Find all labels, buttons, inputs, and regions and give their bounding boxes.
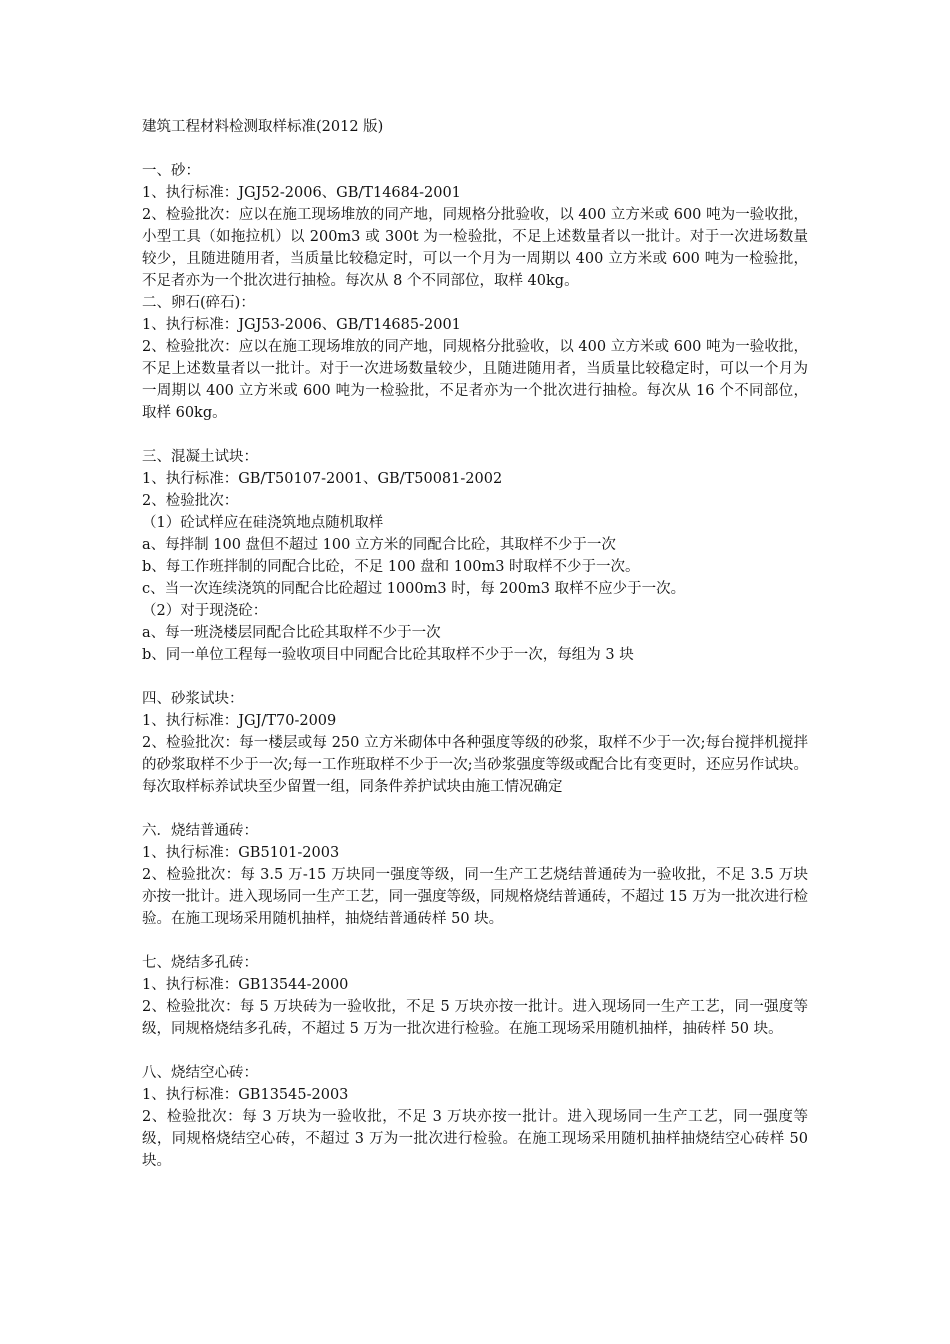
section-line: a、每拌制 100 盘但不超过 100 立方米的同配合比砼，其取样不少于一次 (142, 537, 616, 553)
section-heading: 七、烧结多孔砖： (142, 955, 258, 971)
section-line: 1、执行标准：GB13545-2003 (142, 1087, 349, 1103)
section-line: （1）砼试样应在硅浇筑地点随机取样 (142, 515, 384, 531)
section-line: 1、执行标准：GB13544-2000 (142, 977, 349, 993)
section-perforated-brick (142, 952, 808, 1040)
section-line: 1、执行标准：GB/T50107-2001、GB/T50081-2002 (142, 471, 503, 487)
section-line: b、同一单位工程每一验收项目中同配合比砼其取样不少于一次，每组为 3 块 (142, 647, 634, 663)
section-gravel (142, 292, 808, 424)
section-line: 2、检验批次：应以在施工现场堆放的同产地，同规格分批验收，以 400 立方米或 600 吨为一验收批，小型工具（如拖拉机）以 200m3 或 300t 为一检验批，不足上述数量者以一批计。对于一次进场数量较少，且随进随用者，当质量比较稳定时，可以一个月为一周期以 400 立方米或 600 吨为一检验批，不足者亦为一个批次进行抽检。每次从 8 个不同部位，取样 40kg。 (142, 207, 808, 289)
section-sand (142, 160, 808, 292)
section-heading: 四、砂浆试块： (142, 691, 244, 707)
section-hollow-brick (142, 1062, 808, 1172)
section-line: （2）对于现浇砼： (142, 603, 268, 619)
section-line: 1、执行标准：GB5101-2003 (142, 845, 340, 861)
section-line: 2、检验批次：每 3 万块为一验收批，不足 3 万块亦按一批计。进入现场同一生产工艺，同一强度等级，同规格烧结空心砖，不超过 3 万为一批次进行检验。在施工现场采用随机抽样抽烧结空心砖样 50 块。 (142, 1109, 808, 1169)
section-line: 2、检验批次：每 3.5 万-15 万块同一强度等级，同一生产工艺烧结普通砖为一验收批，不足 3.5 万块亦按一批计。进入现场同一生产工艺，同一强度等级，同规格烧结普通砖，不超过 15 万为一批次进行检验。在施工现场采用随机抽样，抽烧结普通砖样 50 块。 (142, 867, 808, 927)
section-common-brick (142, 820, 808, 930)
section-line: 2、检验批次： (142, 493, 239, 509)
section-line: a、每一班浇楼层同配合比砼其取样不少于一次 (142, 625, 441, 641)
document-page (142, 116, 808, 1172)
section-line: 1、执行标准：JGJ53-2006、GB/T14685-2001 (142, 317, 461, 333)
section-heading: 一、砂： (142, 163, 200, 179)
document-title: 建筑工程材料检测取样标准(2012 版) (142, 119, 384, 135)
section-line: c、当一次连续浇筑的同配合比砼超过 1000m3 时，每 200m3 取样不应少于一次。 (142, 581, 686, 597)
section-mortar (142, 688, 808, 798)
section-line: 1、执行标准：JGJ/T70-2009 (142, 713, 337, 729)
section-line: 2、检验批次：每 5 万块砖为一验收批，不足 5 万块亦按一批计。进入现场同一生产工艺，同一强度等级，同规格烧结多孔砖，不超过 5 万为一批次进行检验。在施工现场采用随机抽样，抽砖样 50 块。 (142, 999, 808, 1037)
section-heading: 六．烧结普通砖： (142, 823, 258, 839)
section-line: 2、检验批次：每一楼层或每 250 立方米砌体中各种强度等级的砂浆，取样不少于一次;每台搅拌机搅拌的砂浆取样不少于一次;每一工作班取样不少于一次;当砂浆强度等级或配合比有变更时，还应另作试块。每次取样标养试块至少留置一组，同条件养护试块由施工情况确定 (142, 735, 808, 795)
section-heading: 八、烧结空心砖： (142, 1065, 258, 1081)
section-line: b、每工作班拌制的同配合比砼，不足 100 盘和 100m3 时取样不少于一次。 (142, 559, 640, 575)
section-concrete (142, 446, 808, 666)
section-line: 1、执行标准：JGJ52-2006、GB/T14684-2001 (142, 185, 461, 201)
section-heading: 二、卵石(碎石)： (142, 295, 255, 311)
section-heading: 三、混凝土试块： (142, 449, 258, 465)
section-line: 2、检验批次：应以在施工现场堆放的同产地，同规格分批验收，以 400 立方米或 600 吨为一验收批，不足上述数量者以一批计。对于一次进场数量较少，且随进随用者，当质量比较稳定时，可以一个月为一周期以 400 立方米或 600 吨为一检验批，不足者亦为一个批次进行抽检。每次从 16 个不同部位，取样 60kg。 (142, 339, 808, 421)
